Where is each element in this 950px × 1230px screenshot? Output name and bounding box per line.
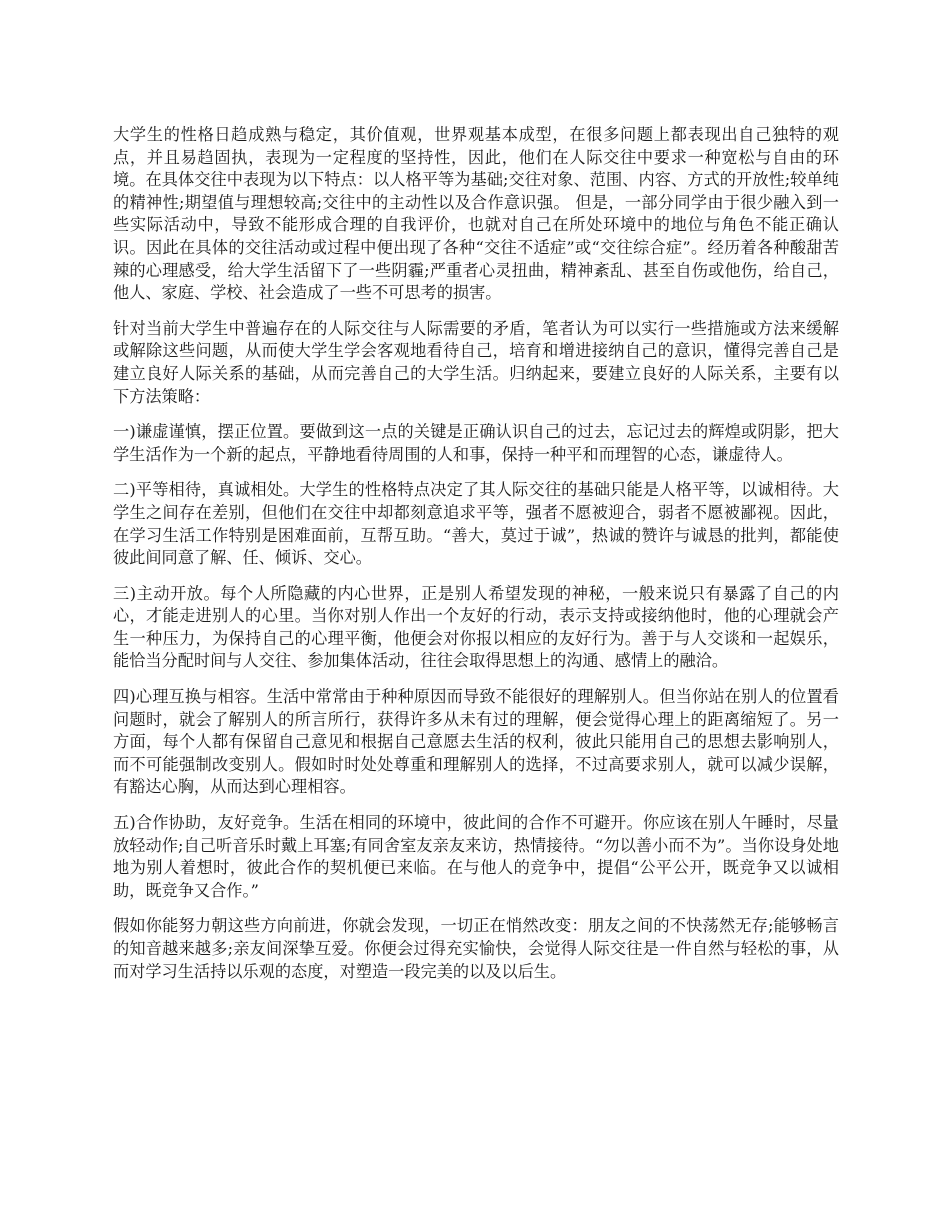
paragraph-intro: 大学生的性格日趋成熟与稳定，其价值观，世界观基本成型，在很多问题上都表现出自己独特的观点，并且易趋固执，表现为一定程度的坚持性，因此，他们在人际交往中要求一种宽松与自由的环境。在具体交往中表现为以下特点：以人格平等为基础;交往对象、范围、内容、方式的开放性;较单纯的精神性;期望值与理想较高;交往中的主动性以及合作意识强。 但是，一部分同学由于很少融入到一些实际活动中，导致不能形成合理的自我评价，也就对自己在所处环境中的地位与角色不能正确认识。因此在具体的交往活动或过程中便出现了各种“交往不适症”或“交往综合症”。经历着各种酸甜苦辣的心理感受，给大学生活留下了一些阴霾;严重者心灵扭曲，精神紊乱、甚至自伤或他伤，给自己，他人、家庭、学校、社会造成了一些不可思考的损害。 (113, 125, 839, 303)
paragraph-conclusion: 假如你能努力朝这些方向前进，你就会发现，一切正在悄然改变：朋友之间的不快荡然无存;能够畅言的知音越来越多;亲友间深挚互爱。你便会过得充实愉快，会觉得人际交往是一件自然与轻松的事，从而对学习生活持以乐观的态度，对塑造一段完美的以及以后生。 (113, 916, 839, 981)
paragraph-point-5: 五)合作协助，友好竞争。生活在相同的环境中，彼此间的合作不可避开。你应该在别人午睡时，尽量放轻动作;自己听音乐时戴上耳塞;有同舍室友亲友来访，热情接待。“勿以善小而不为”。当你设身处地地为别人着想时，彼此合作的契机便已来临。在与他人的竞争中，提倡“公平公开，既竞争又以诚相助，既竞争又合作。” (113, 813, 839, 900)
paragraph-strategy: 针对当前大学生中普遍存在的人际交往与人际需要的矛盾，笔者认为可以实行一些措施或方法来缓解或解除这些问题，从而使大学生学会客观地看待自己，培育和增进接纳自己的意识，懂得完善自己是建立良好人际关系的基础，从而完善自己的大学生活。归纳起来，要建立良好的人际关系，主要有以下方法策略： (113, 318, 839, 406)
paragraph-point-1: 一)谦虚谨慎，摆正位置。要做到这一点的关键是正确认识自己的过去，忘记过去的辉煌或阴影，把大学生活作为一个新的起点，平静地看待周围的人和事，保持一种平和而理智的心态，谦虚待人。 (113, 422, 839, 464)
paragraph-point-3: 三)主动开放。每个人所隐藏的内心世界，正是别人希望发现的神秘，一般来说只有暴露了自己的内心，才能走进别人的心里。当你对别人作出一个友好的行动，表示支持或接纳他时，他的心理就会产生一种压力，为保持自己的心理平衡，他便会对你报以相应的友好行为。善于与人交谈和一起娱乐，能恰当分配时间与人交往、参加集体活动，往往会取得思想上的沟通、感情上的融洽。 (113, 583, 839, 671)
paragraph-point-4: 四)心理互换与相容。生活中常常由于种种原因而导致不能很好的理解别人。但当你站在别人的位置看问题时，就会了解别人的所言所行，获得许多从未有过的理解，便会觉得心理上的距离缩短了。另一方面，每个人都有保留自己意见和根据自己意愿去生活的权利，彼此只能用自己的思想去影响别人，而不可能强制改变别人。假如时时处处尊重和理解别人的选择，不过高要求别人，就可以减少误解，有豁达心胸，从而达到心理相容。 (113, 687, 839, 797)
paragraph-point-2: 二)平等相待，真诚相处。大学生的性格特点决定了其人际交往的基础只能是人格平等，以诚相待。大学生之间存在差别，但他们在交往中却都刻意追求平等，强者不愿被迎合，弱者不愿被鄙视。因此，在学习生活工作特别是困难面前，互帮互助。“善大，莫过于诚”，热诚的赞许与诚恳的批判，都能使彼此间同意了解、任、倾诉、交心。 (113, 480, 839, 568)
document-body (113, 124, 839, 996)
